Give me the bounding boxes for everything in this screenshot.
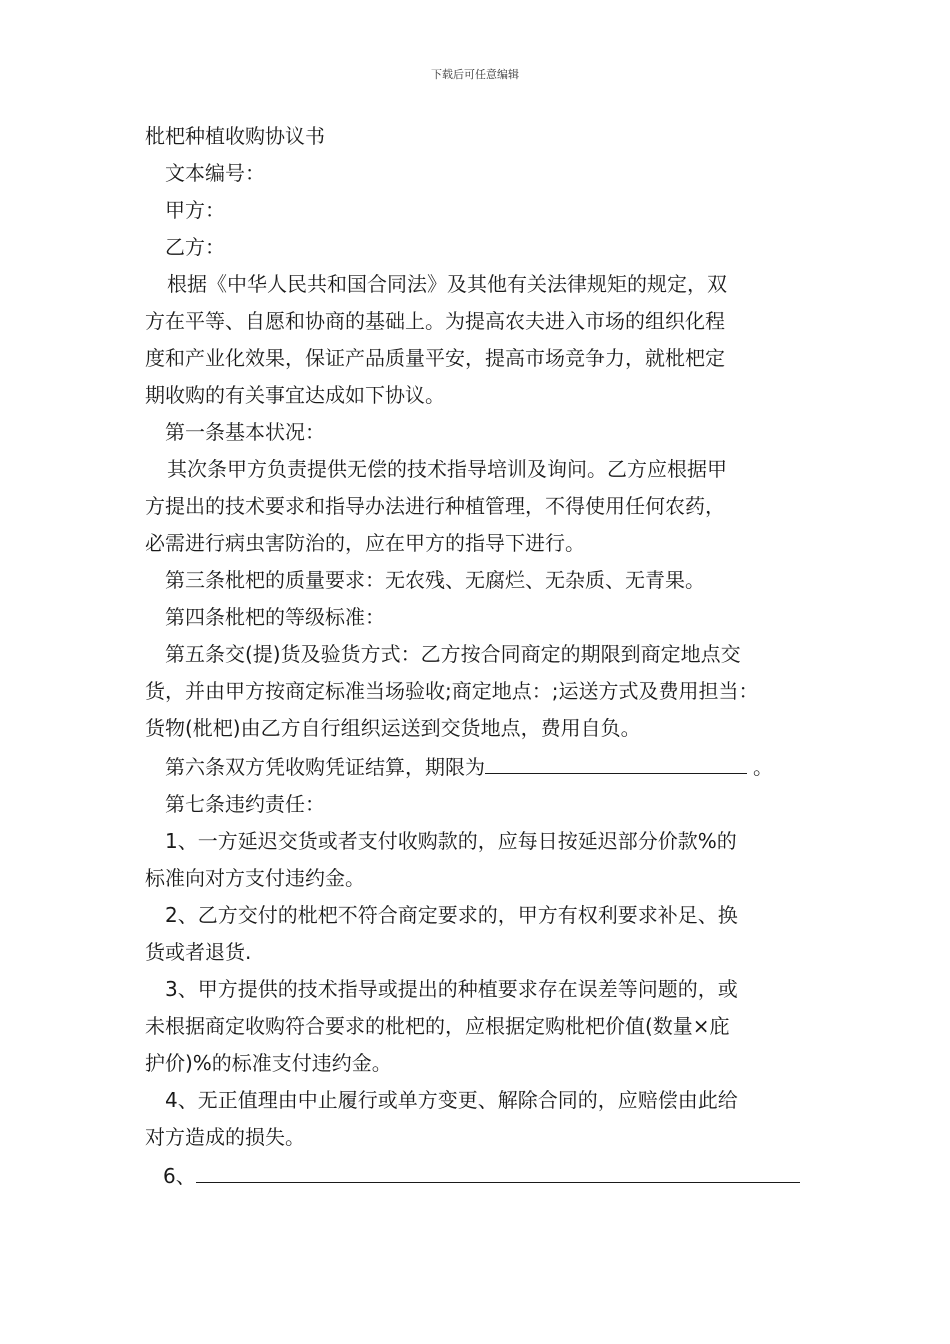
article-3: 第三条枇杷的质量要求：无农残、无腐烂、无杂质、无青果。 (165, 568, 705, 592)
article-4: 第四条枇杷的等级标准： (165, 605, 385, 629)
text-number-line: 文本编号： (165, 161, 265, 185)
article-2-line: 方提出的技术要求和指导办法进行种植管理，不得使用任何农药， (145, 494, 725, 518)
clause-3-line: 护价)%的标准支付违约金。 (145, 1051, 392, 1075)
clause-6 (145, 1156, 810, 1195)
clause-3-line: 3、甲方提供的技术指导或提出的种植要求存在误差等问题的，或 (165, 977, 738, 1001)
clause-4-line: 对方造成的损失。 (145, 1125, 305, 1149)
article-5-line: 货物(枇杷)由乙方自行组织运送到交货地点，费用自负。 (145, 716, 641, 740)
clause-6-blank (196, 1156, 800, 1183)
article-5-line: 货，并由甲方按商定标准当场验收;商定地点：;运送方式及费用担当： (145, 679, 759, 703)
clause-2-line: 2、乙方交付的枇杷不符合商定要求的，甲方有权利要求补足、换 (165, 903, 738, 927)
clause-6-number: 6、 (163, 1164, 196, 1188)
article-6 (145, 747, 810, 786)
article-6-end: 。 (753, 755, 773, 779)
clause-1-line: 1、一方延迟交货或者支付收购款的，应每日按延迟部分价款%的 (165, 829, 737, 853)
intro-line: 度和产业化效果，保证产品质量平安，提高市场竞争力，就枇杷定 (145, 346, 725, 370)
intro-line: 期收购的有关事宜达成如下协议。 (145, 383, 445, 407)
clause-1-line: 标准向对方支付违约金。 (145, 866, 365, 890)
intro-line: 方在平等、自愿和协商的基础上。为提高农夫进入市场的组织化程 (145, 309, 725, 333)
clause-2-line: 货或者退货. (145, 940, 252, 964)
article-1: 第一条基本状况： (165, 420, 325, 444)
clause-4-line: 4、无正值理由中止履行或单方变更、解除合同的，应赔偿由此给 (165, 1088, 738, 1112)
article-7: 第七条违约责任： (165, 792, 325, 816)
party-a-line: 甲方： (165, 198, 225, 222)
article-6-text: 第六条双方凭收购凭证结算，期限为 (165, 755, 485, 779)
header-note: 下载后可任意编辑 (431, 68, 519, 81)
article-5-line: 第五条交(提)货及验货方式：乙方按合同商定的期限到商定地点交 (165, 642, 741, 666)
intro-line: 根据《中华人民共和国合同法》及其他有关法律规矩的规定，双 (167, 272, 727, 296)
article-2-line: 必需进行病虫害防治的，应在甲方的指导下进行。 (145, 531, 585, 555)
article-2-line: 其次条甲方负责提供无偿的技术指导培训及询问。乙方应根据甲 (167, 457, 727, 481)
document-title: 枇杷种植收购协议书 (145, 124, 325, 148)
clause-3-line: 未根据商定收购符合要求的枇杷的，应根据定购枇杷价值(数量×庇 (145, 1014, 730, 1038)
party-b-line: 乙方： (165, 235, 225, 259)
document-body (145, 118, 810, 1195)
settlement-period-blank (485, 747, 747, 774)
